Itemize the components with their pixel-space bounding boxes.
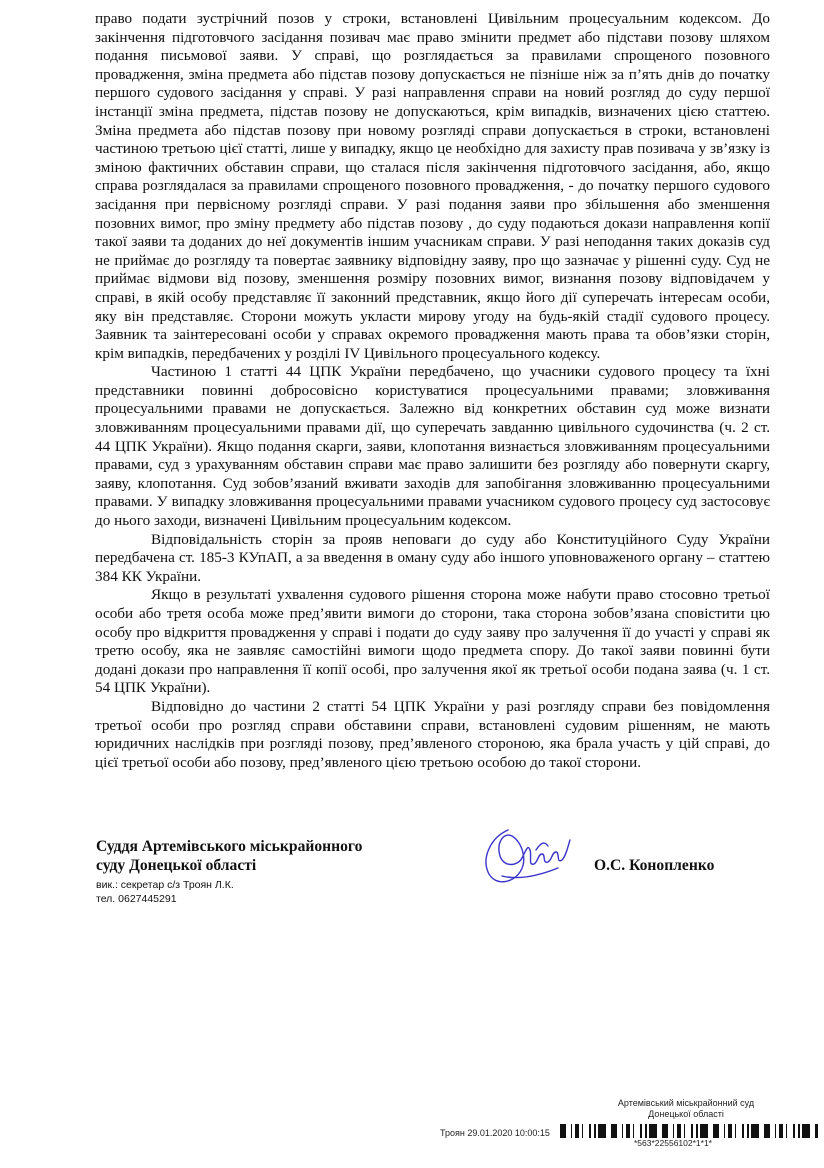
registration-stamp — [440, 1098, 820, 1154]
barcode-bar — [684, 1124, 685, 1138]
barcode-bar — [779, 1124, 782, 1138]
barcode-bar — [614, 1124, 617, 1138]
executor-line: вик.: секретар с/з Троян Л.К. — [96, 879, 234, 891]
barcode-bar — [640, 1124, 642, 1138]
barcode-bar — [716, 1124, 719, 1138]
barcode-bar — [575, 1124, 578, 1138]
barcode-bar — [713, 1124, 716, 1138]
barcode-bar — [764, 1124, 767, 1138]
barcode-bar — [700, 1124, 703, 1138]
barcode-bar — [629, 1124, 630, 1138]
barcode-bar — [747, 1124, 749, 1138]
barcode-bar — [731, 1124, 732, 1138]
document-body — [95, 10, 770, 772]
barcode-bar — [775, 1124, 776, 1138]
barcode-bar — [735, 1124, 736, 1138]
barcode-bar — [754, 1124, 756, 1138]
barcode-bar — [626, 1124, 629, 1138]
barcode-bar — [611, 1124, 614, 1138]
barcode-bar — [691, 1124, 693, 1138]
paragraph: Відповідно до частини 2 статті 54 ЦПК України у разі розгляду справи без повідомлення третьої особи про розгляд справи обставини справи, встановлені судовим рішенням, не мають юридичних наслідків при розгляді позову, пред’явленого стороною, яка брала участь у цій справі, до цієї третьої особи або позову, пред’явленого цією третьою особою до такої сторони. — [95, 697, 770, 771]
barcode-bar — [563, 1124, 566, 1138]
barcode-code: *563*22556102*1*1* — [634, 1138, 712, 1148]
barcode-bar — [582, 1124, 583, 1138]
stamp-timestamp: Троян 29.01.2020 10:00:15 — [440, 1128, 550, 1138]
barcode-bar — [645, 1124, 647, 1138]
barcode-bar — [578, 1124, 579, 1138]
executor-info — [96, 879, 234, 906]
judge-title-line-1: Суддя Артемівського міськрайонного — [96, 838, 363, 855]
barcode-bar — [594, 1124, 596, 1138]
barcode-bar — [598, 1124, 601, 1138]
barcode-bar — [798, 1124, 800, 1138]
paragraph: Відповідальність сторін за прояв неповаги до суду або Конституційного Суду України передбачена ст. 185-3 КУпАП, а за введення в оману суду або іншого уповноваженого органу – статтею 384 КК України. — [95, 530, 770, 585]
barcode-bar — [652, 1124, 654, 1138]
barcode-bar — [742, 1124, 744, 1138]
barcode-bar — [571, 1124, 572, 1138]
barcode-bar — [677, 1124, 680, 1138]
barcode-bar — [807, 1124, 810, 1138]
barcode-bar — [756, 1124, 759, 1138]
paragraph: Частиною 1 статті 44 ЦПК України передбачено, що учасники судового процесу та їхні представники повинні добросовісно користуватися процесуальними правами; зловживання процесуальними правами не допускається. Залежно від конкретних обставин суд може визнати зловживанням процесуальними правами дії, що суперечать завданню цивільного судочинства (ч. 2 ст. 44 ЦПК України). Якщо подання скарги, заяви, клопотання визнається зловживанням процесуальними правами, суд з урахуванням обставин справи має право залишити без розгляду або повернути скаргу, заяву, клопотання. Суд зобов’язаний вживати заходів для запобігання зловживанню процесуальними правами. У випадку зловживання процесуальними правами учасником судового процесу суд застосовує до нього заходи, визначені Цивільним процесуальним кодексом. — [95, 363, 770, 530]
barcode-bar — [603, 1124, 606, 1138]
barcode-bar — [696, 1124, 698, 1138]
stamp-court-line-2: Донецької області — [648, 1109, 724, 1119]
barcode-bar — [805, 1124, 807, 1138]
stamp-court-line-1: Артемівський міськрайонний суд — [617, 1098, 755, 1108]
barcode — [560, 1124, 818, 1138]
handwritten-signature — [478, 816, 574, 892]
barcode-bar — [673, 1124, 674, 1138]
barcode-bar — [601, 1124, 603, 1138]
barcode-bar — [767, 1124, 770, 1138]
barcode-bar — [782, 1124, 783, 1138]
barcode-bar — [662, 1124, 665, 1138]
judge-title — [96, 838, 362, 875]
barcode-bar — [751, 1124, 754, 1138]
barcode-bar — [589, 1124, 591, 1138]
barcode-bar — [815, 1124, 818, 1138]
barcode-bar — [680, 1124, 681, 1138]
barcode-bar — [728, 1124, 731, 1138]
barcode-bar — [654, 1124, 657, 1138]
stamp-court — [616, 1098, 756, 1120]
judge-name: О.С. Конопленко — [594, 857, 715, 874]
barcode-bar — [649, 1124, 652, 1138]
barcode-bar — [665, 1124, 668, 1138]
barcode-bar — [703, 1124, 705, 1138]
phone-line: тел. 0627445291 — [96, 892, 177, 905]
barcode-bar — [724, 1124, 725, 1138]
barcode-bar — [560, 1124, 563, 1138]
barcode-bar — [705, 1124, 708, 1138]
barcode-bar — [793, 1124, 795, 1138]
barcode-bar — [786, 1124, 787, 1138]
barcode-bar — [622, 1124, 623, 1138]
barcode-bar — [802, 1124, 805, 1138]
signature-block — [96, 838, 776, 908]
paragraph: Якщо в результаті ухвалення судового рішення сторона може набути право стосовно третьої особи або третя особа може пред’явити вимоги до сторони, така сторона зобов’язана сповістити цю особу про відкриття провадження у справі і подати до суду заяву про залучення її до участі у справі як третю особу, яка не заявляє самостійні вимоги щодо предмета спору. До такої заяви повинні бути додані докази про направлення її копії особі, про залучення якої як третьої особи подана заява (ч. 1 ст. 54 ЦПК України). — [95, 586, 770, 697]
judge-title-line-2: суду Донецької області — [96, 856, 257, 874]
paragraph: право подати зустрічний позов у строки, встановлені Цивільним процесуальним кодексом. До закінчення підготовчого засідання позивач має право змінити предмет або підстави позову шляхом подання письмової заяви. У справі, що розглядається за правилами спрощеного позовного провадження, зміна предмета або підстав позову допускається не пізніше ніж за п’ять днів до початку першого судового засідання у справі. У разі направлення справи на новий розгляд до суду першої інстанції зміна предмета, підстав позову не допускаються, крім випадків, визначених цією статтею. Зміна предмета або підстав позову при новому розгляді справи допускається в строки, встановлені частиною третьою цієї статті, лише у випадку, якщо це необхідно для захисту прав позивача у зв’язку із зміною фактичних обставин справи, що сталася після закінчення підготовчого засідання, або, якщо справа розглядалася за правилами спрощеного позовного провадження, - до початку першого судового засідання при первісному розгляді справи. У разі подання заяви про збільшення або зменшення позовних вимог, про зміну предмету або підстав позову , до суду подаються докази направлення копії такої заяви та доданих до неї документів іншим учасникам справи. У разі неподання таких доказів суд не приймає до розгляду та повертає заявнику відповідну заяву, про що зазначає у рішенні суду. Суд не приймає відмови від позову, зменшення розміру позовних вимог, визнання позову відповідачем у справі, в якій особу представляє її законний представник, якщо його дії суперечать інтересам особи, яку він представляє. Сторони можуть укласти мирову угоду на будь-якій стадії судового процесу. Заявник та заінтересовані особи у справах окремого провадження мають права та обов’язки сторін, крім випадків, передбачених у розділі IV Цивільного процесуального кодексу. — [95, 10, 770, 362]
barcode-bar — [633, 1124, 634, 1138]
